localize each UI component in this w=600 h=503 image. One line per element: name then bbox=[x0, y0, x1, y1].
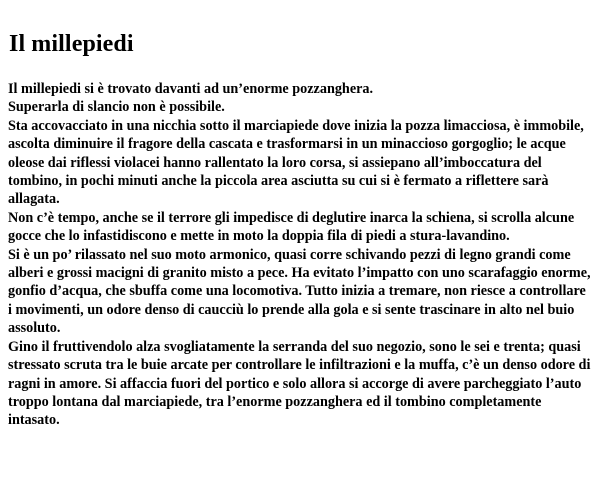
paragraph-4: Non c’è tempo, anche se il terrore gli impedisce di deglutire inarca la schiena, si scrolla alcune gocce che lo infastidiscono e mette in moto la doppia fila di piedi a stura-lavandino. bbox=[8, 209, 575, 245]
paragraph-2: Superarla di slancio non è possibile. bbox=[8, 99, 225, 116]
paragraph-5: Si è un po’ rilassato nel suo moto armonico, quasi corre schivando pezzi di legno grandi come alberi e grossi macigni di granito misto a pece. Ha evitato l’impatto con uno scarafaggio enorme, gonfio d’acqua, che sbuffa come una locomotiva. Tutto inizia a tremare, non riesce a controllare i movimenti, un odore denso di caucciù lo prende alla gola e si sente trascinare in alto nel buio assoluto. bbox=[8, 246, 591, 337]
paragraph-6: Gino il fruttivendolo alza svogliatamente la serranda del suo negozio, sono le sei e trenta; quasi stressato scruta tra le buie arcate per controllare le infiltrazioni e la muffa, c’è un denso odore di ragni in amore. Si affaccia fuori del portico e solo allora si accorge di avere parcheggiato l’auto troppo lontana dal marciapiede, tra l’enorme pozzanghera ed il tombino completamente intasato. bbox=[8, 338, 591, 429]
document-body bbox=[8, 80, 592, 430]
document-title: Il millepiedi bbox=[9, 31, 134, 57]
paragraph-1: Il millepiedi si è trovato davanti ad un’enorme pozzanghera. bbox=[8, 81, 374, 97]
paragraph-3: Sta accovacciato in una nicchia sotto il marciapiede dove inizia la pozza limacciosa, è immobile, ascolta diminuire il fragore della cascata e trasformarsi in un minaccioso gorgoglio; le acque oleose dai riflessi violacei hanno rallentato la loro corsa, si assiepano all’imboccatura del tombino, in pochi minuti anche la piccola area asciutta su cui si è fermato a riflettere sarà allagata. bbox=[8, 117, 584, 208]
